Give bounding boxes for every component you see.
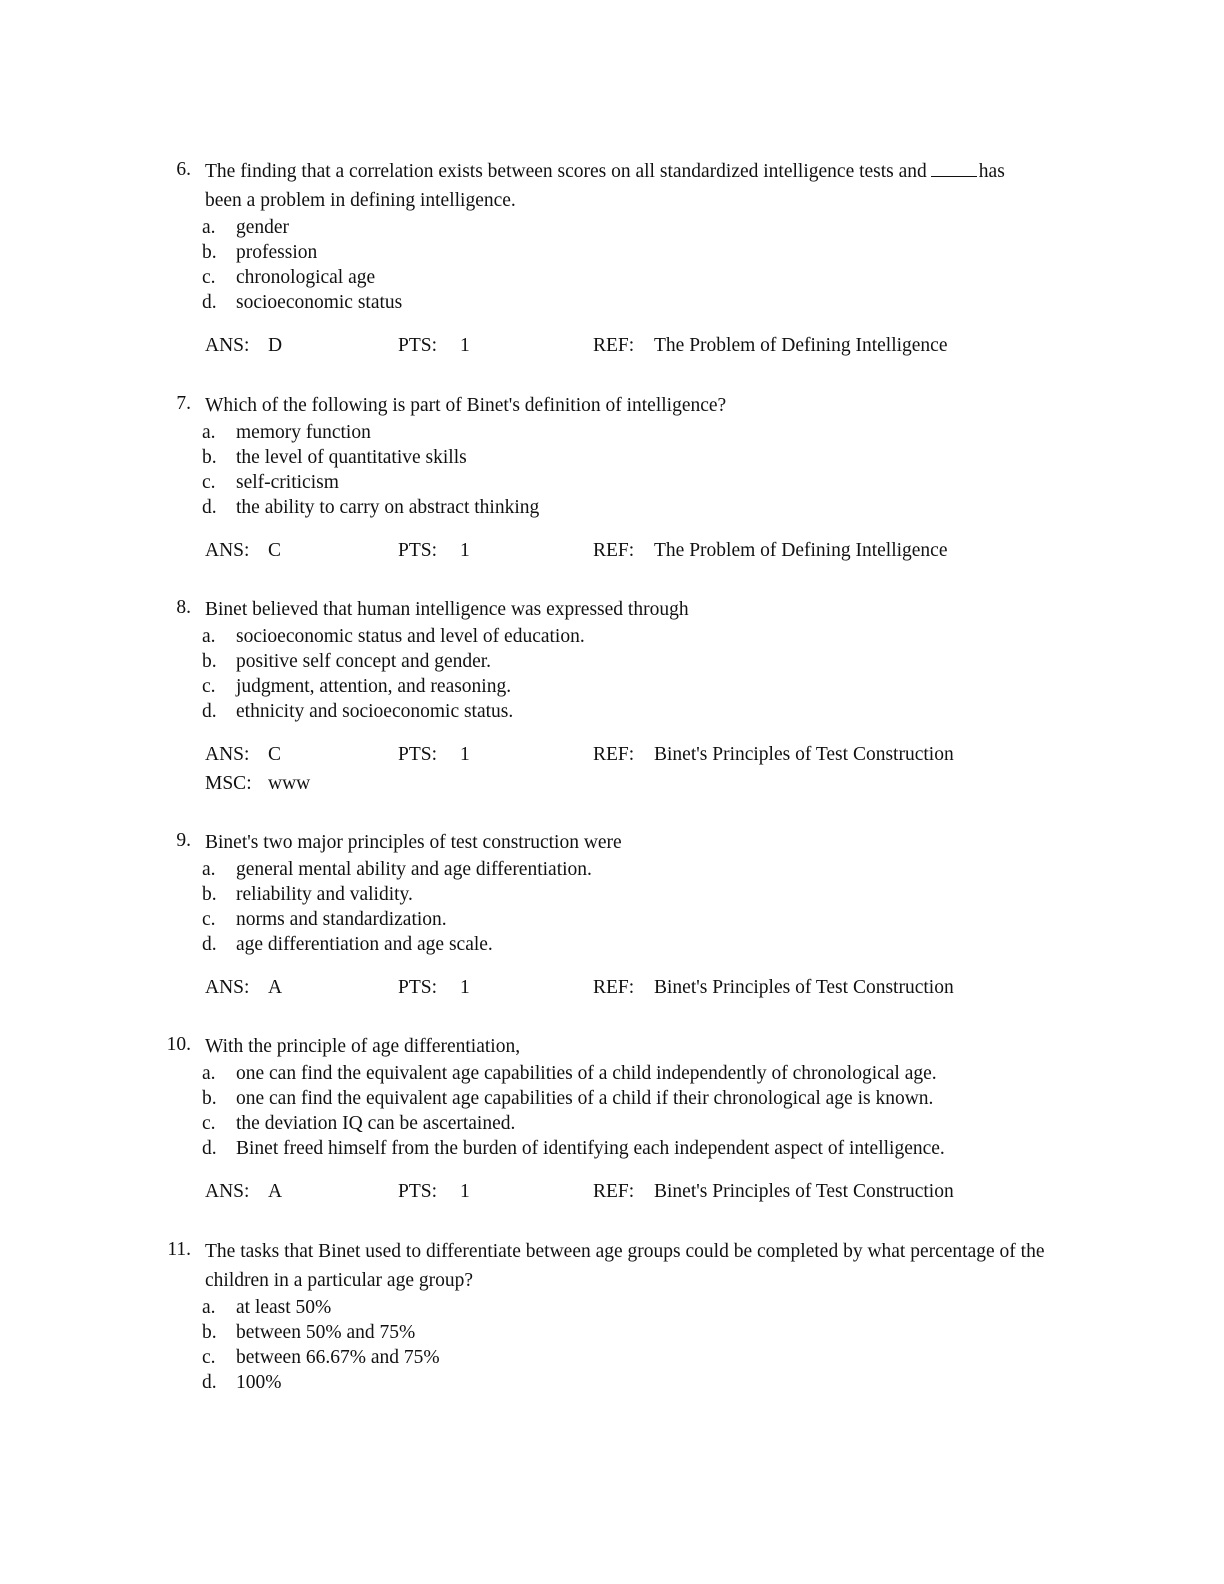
question-number: 6. [176, 159, 191, 180]
question-stem: Which of the following is part of Binet's definition of intelligence? [205, 395, 727, 416]
question-stem: The finding that a correlation exists between scores on all standardized intelligence tests and has been a problem in defining intelligence. [205, 161, 1005, 211]
question-stem: Binet believed that human intelligence was expressed through [205, 599, 689, 620]
answer-value: D [268, 335, 283, 356]
question-number: 7. [176, 393, 191, 414]
answer-blank [931, 159, 977, 177]
question-number: 10. [166, 1034, 191, 1055]
reference-value: Binet's Principles of Test Construction [654, 1181, 954, 1202]
question-stem: The tasks that Binet used to differentiate between age groups could be completed by what percentage of the children in a particular age group? [205, 1241, 1045, 1291]
points-value: 1 [460, 1181, 470, 1202]
reference-value: Binet's Principles of Test Construction [654, 744, 954, 765]
points-value: 1 [460, 335, 470, 356]
answer-value: C [268, 744, 282, 765]
points-value: 1 [460, 744, 470, 765]
answer-value: A [268, 977, 283, 998]
reference-value: The Problem of Defining Intelligence [654, 335, 948, 356]
question-number: 9. [176, 830, 191, 851]
question-number: 8. [176, 597, 191, 618]
question-stem: With the principle of age differentiation, [205, 1036, 521, 1057]
reference-value: The Problem of Defining Intelligence [654, 540, 948, 561]
question-number: 11. [167, 1239, 191, 1260]
exam-page: 6. The finding that a correlation exists between scores on all standardized intelligence tests and has been a problem in defining intelligence. a. gender b. profession c. chronological age d. socioeconomic status ANS: D PTS: 1 REF: The Problem of Defining Intelligence 7. Which of the following is part of Binet's definition of intelligence? a. memory function b. the level of quantitative skills c. self-criticism d. the ability to carry on abstract thinking ANS: C PTS: 1 REF: The Problem of Defining Intelligence 8. Binet believed that human intelligence was expressed through a. socioeconomic status and level of education. b. positive self concept and gender. c. judgment, attention, and reasoning. d. ethnicity and socioeconomic status. ANS: C PTS: 1 REF: Binet's Principles of Test Construction MSC: www 9. Binet's two major principles of test construction were a. general mental ability and age differentiation. b. reliability and validity. c. norms and standardization. d. age differentiation and age scale. ANS: A PTS: 1 REF: Binet's Principles of Test Construction 10. With the principle of age differentiation, a. one can find the equivalent age capabilities of a child independently of chronological age. b. one can find the equivalent age capabilities of a child if their chronological age is known. c. the deviation IQ can be ascertained. d. Binet freed himself from the burden of identifying each independent aspect of intelligence. ANS: A PTS: 1 REF: Binet's Principles of Test Construction 11. The tasks that Binet used to differentiate between age groups could be completed by what percentage of the children in a particular age group? a. at least 50% b. between 50% and 75% c. between 66.67% and 75% d. 100% [0, 0, 1224, 1584]
answer-value: A [268, 1181, 283, 1202]
points-value: 1 [460, 977, 470, 998]
answer-value: C [268, 540, 282, 561]
msc-value: www [268, 773, 311, 794]
reference-value: Binet's Principles of Test Construction [654, 977, 954, 998]
question-stem: Binet's two major principles of test construction were [205, 832, 622, 853]
points-value: 1 [460, 540, 470, 561]
